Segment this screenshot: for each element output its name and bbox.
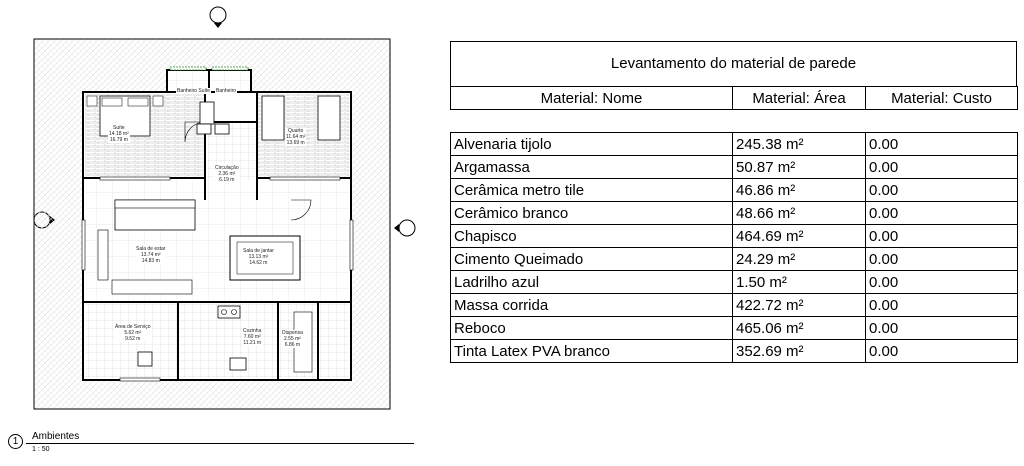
view-scale: 1 : 50 — [32, 446, 50, 453]
cell-material-nome[interactable]: Cerâmico branco — [451, 202, 733, 225]
room-tag-sala-de-estar: Sala de estar 13.74 m² 14.83 m — [136, 246, 166, 264]
schedule-table — [450, 86, 1018, 363]
cell-material-custo[interactable]: 0.00 — [866, 133, 1018, 156]
cell-material-custo[interactable]: 0.00 — [866, 317, 1018, 340]
view-number-badge: 1 — [8, 434, 23, 449]
room-tag-banheiro: Banheiro — [216, 88, 237, 94]
schedule-row[interactable] — [451, 133, 1018, 156]
cell-material-area[interactable]: 352.69 m² — [733, 340, 866, 363]
cell-material-custo[interactable]: 0.00 — [866, 156, 1018, 179]
cell-material-custo[interactable]: 0.00 — [866, 179, 1018, 202]
schedule-row[interactable] — [451, 156, 1018, 179]
view-name: Ambientes — [32, 431, 80, 442]
cell-material-nome[interactable]: Alvenaria tijolo — [451, 133, 733, 156]
cell-material-custo[interactable]: 0.00 — [866, 202, 1018, 225]
cell-material-area[interactable]: 50.87 m² — [733, 156, 866, 179]
floor-plan-drawing — [0, 0, 430, 466]
room-tag-circulacao: Circulação 2.36 m² 6.19 m — [215, 165, 239, 183]
schedule-row[interactable] — [451, 248, 1018, 271]
cell-material-nome[interactable]: Massa corrida — [451, 294, 733, 317]
cell-material-custo[interactable]: 0.00 — [866, 248, 1018, 271]
material-schedule[interactable] — [450, 41, 1017, 363]
view-title-line — [26, 443, 414, 444]
header-material-nome[interactable]: Material: Nome — [451, 87, 733, 110]
header-material-custo[interactable]: Material: Custo — [866, 87, 1018, 110]
cell-material-nome[interactable]: Reboco — [451, 317, 733, 340]
schedule-title: Levantamento do material de parede — [450, 41, 1017, 86]
schedule-row[interactable] — [451, 179, 1018, 202]
cell-material-area[interactable]: 1.50 m² — [733, 271, 866, 294]
cell-material-custo[interactable]: 0.00 — [866, 271, 1018, 294]
cell-material-area[interactable]: 464.69 m² — [733, 225, 866, 248]
cell-material-area[interactable]: 465.06 m² — [733, 317, 866, 340]
room-tag-quarto: Quarto 11.64 m² 13.69 m — [286, 128, 306, 146]
cell-material-area[interactable]: 422.72 m² — [733, 294, 866, 317]
schedule-row[interactable] — [451, 340, 1018, 363]
cell-material-area[interactable]: 48.66 m² — [733, 202, 866, 225]
cell-material-area[interactable]: 46.86 m² — [733, 179, 866, 202]
cell-material-nome[interactable]: Tinta Latex PVA branco — [451, 340, 733, 363]
cell-material-custo[interactable]: 0.00 — [866, 340, 1018, 363]
view-title[interactable] — [8, 430, 414, 460]
cell-material-nome[interactable]: Ladrilho azul — [451, 271, 733, 294]
schedule-spacer-row — [451, 110, 1018, 133]
schedule-row[interactable] — [451, 317, 1018, 340]
room-tag-sala-de-jantar: Sala de jantar 13.13 m² 14.62 m — [243, 248, 274, 266]
schedule-row[interactable] — [451, 202, 1018, 225]
cell-material-nome[interactable]: Argamassa — [451, 156, 733, 179]
cell-material-nome[interactable]: Cerâmica metro tile — [451, 179, 733, 202]
room-tag-banheiro-suite: Banheiro Suíte — [177, 88, 211, 94]
elevation-marker-east[interactable] — [394, 220, 415, 236]
room-tag-suite: Suíte 14.18 m² 16.79 m — [109, 125, 129, 143]
cell-material-nome[interactable]: Cimento Queimado — [451, 248, 733, 271]
room-tag-area-de-servico: Área de Serviço 5.62 m² 9.52 m — [115, 324, 151, 342]
cell-material-nome[interactable]: Chapisco — [451, 225, 733, 248]
cell-material-area[interactable]: 24.29 m² — [733, 248, 866, 271]
elevation-marker-north[interactable] — [210, 7, 226, 28]
cell-material-custo[interactable]: 0.00 — [866, 294, 1018, 317]
cell-material-area[interactable]: 245.38 m² — [733, 133, 866, 156]
schedule-row[interactable] — [451, 225, 1018, 248]
room-tag-cozinha: Cozinha 7.60 m² 11.21 m — [243, 328, 262, 346]
header-material-area[interactable]: Material: Área — [733, 87, 866, 110]
floor-plan-view[interactable] — [0, 0, 430, 466]
cell-material-custo[interactable]: 0.00 — [866, 225, 1018, 248]
room-tag-dispensa: Dispensa 2.55 m² 6.86 m — [282, 330, 303, 348]
schedule-row[interactable] — [451, 271, 1018, 294]
schedule-row[interactable] — [451, 294, 1018, 317]
schedule-header-row — [451, 87, 1018, 110]
